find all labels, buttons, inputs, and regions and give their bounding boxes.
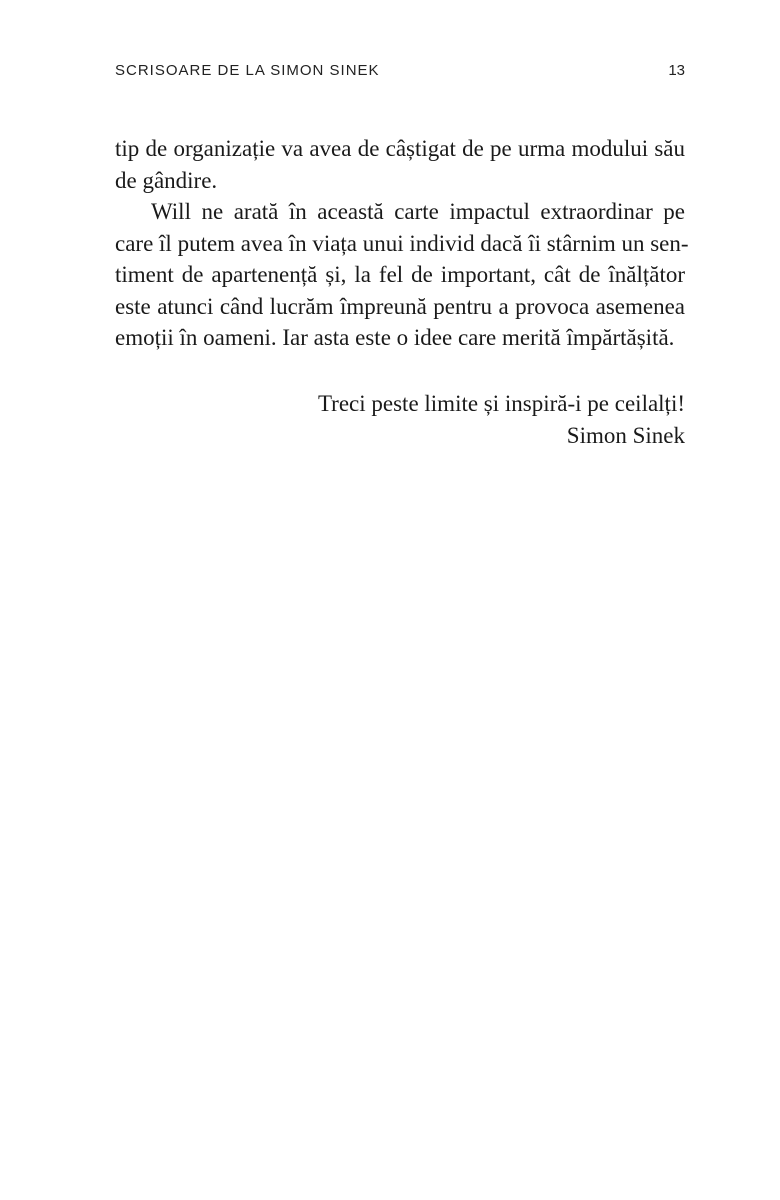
paragraph xyxy=(115,133,685,196)
text-line: tip de organizație va avea de câștigat de pe urma modului său xyxy=(115,136,685,161)
page-number: 13 xyxy=(668,62,685,79)
text-line: timent de apartenență și, la fel de important, cât de înălțător xyxy=(115,262,685,287)
text-line: emoții în oameni. Iar asta este o idee care merită împărtășită. xyxy=(115,325,675,350)
letter-body xyxy=(115,133,689,354)
closing-line: Treci peste limite și inspiră-i pe ceilalți! xyxy=(317,391,685,416)
running-header xyxy=(115,62,685,82)
text-line: este atunci când lucrăm împreună pentru a provoca asemenea xyxy=(115,293,685,319)
text-line: Will ne arată în această carte impactul extraordinar pe xyxy=(151,199,685,224)
closing-block xyxy=(115,388,685,451)
signature-name: Simon Sinek xyxy=(566,422,685,448)
text-line: care îl putem avea în viața unui individ dacă îi stârnim un sen- xyxy=(115,230,689,256)
text-line: de gândire. xyxy=(115,167,218,193)
running-header-title: SCRISOARE DE LA SIMON SINEK xyxy=(115,62,380,79)
paragraph xyxy=(115,196,689,354)
